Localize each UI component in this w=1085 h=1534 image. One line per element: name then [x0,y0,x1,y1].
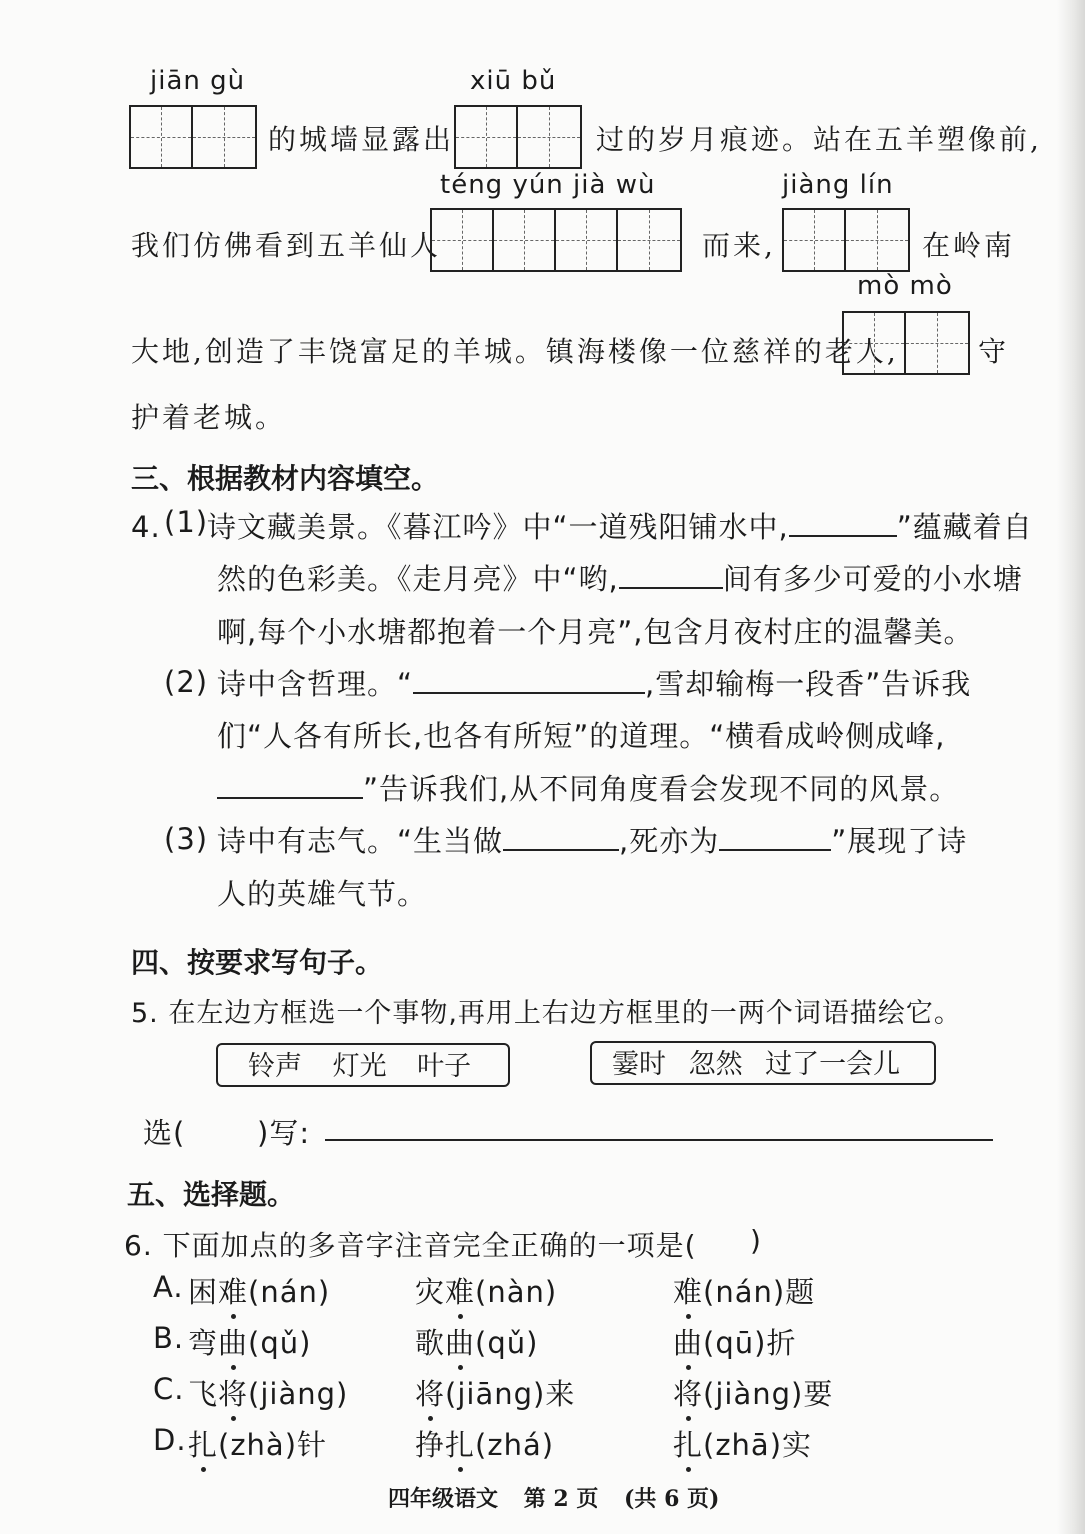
char-boxes-jiangu[interactable] [129,105,257,169]
footer-total: (共 6 页) [624,1486,720,1512]
choose-label: 选( [143,1116,186,1150]
option-item [188,1423,327,1464]
option-pinyin: (jiàng) [248,1377,349,1411]
option-item [415,1270,557,1311]
dotted-char: 扎 [673,1428,704,1462]
sub-question-number: (1) [164,505,209,539]
option-prefix: 挣 [415,1428,446,1462]
option-label[interactable]: D. [153,1423,187,1457]
question-text [217,662,971,703]
char-boxes-xiubu[interactable] [454,105,582,169]
dotted-char: 难 [445,1275,476,1309]
write-label: )写: [257,1116,311,1150]
option-pinyin: (jiàng) [703,1377,804,1411]
pinyin-label: jiàng lín [782,170,894,200]
question-text [217,557,1023,598]
dotted-char: 曲 [218,1326,249,1360]
passage-text: 我们仿佛看到五羊仙人 [131,229,442,262]
option-item [415,1372,575,1413]
question-text-part: 间有多少可爱的小水塘 [722,562,1023,596]
option-pinyin: (jiāng) [445,1377,546,1411]
option-suffix: 折 [766,1326,797,1360]
option-label[interactable]: C. [153,1372,185,1406]
word-box-left: 铃声 灯光 叶子 [216,1043,510,1087]
option-item [673,1321,796,1362]
option-item [673,1372,833,1413]
option-pinyin: (qǔ) [475,1326,539,1360]
question-text [217,819,967,860]
dotted-char: 曲 [445,1326,476,1360]
footer-grade: 四年级语文 [388,1486,499,1512]
question-text [207,505,1033,546]
option-suffix: 要 [803,1377,834,1411]
sub-question-number: (3) [164,822,209,856]
option-item [415,1321,538,1362]
option-label[interactable]: A. [153,1270,184,1304]
option-prefix: 困 [188,1275,219,1309]
dotted-char: 难 [673,1275,704,1309]
option-prefix: 灾 [415,1275,446,1309]
section-heading-5: 五、选择题。 [127,1178,296,1211]
question-text [217,767,959,808]
option-prefix: 飞 [188,1377,219,1411]
fill-blank[interactable] [503,820,619,851]
option-prefix: 歌 [415,1326,446,1360]
passage-text: 而来, [702,229,776,262]
question-text: 5. 在左边方框选一个事物,再用上右边方框里的一两个词语描绘它。 [131,998,962,1029]
dotted-char: 扎 [188,1428,219,1462]
passage-text: 过的岁月痕迹。站在五羊塑像前, [596,123,1042,156]
fill-blank[interactable] [619,558,723,589]
option-suffix: 题 [785,1275,816,1309]
page-edge-shadow [1057,0,1085,1534]
footer-page: 第 2 页 [523,1486,599,1512]
pinyin-label: xiū bǔ [470,66,557,96]
passage-text: 在岭南 [922,229,1016,262]
char-boxes-momo[interactable] [842,311,970,375]
fill-blank[interactable] [719,820,831,851]
option-pinyin: (zhá) [475,1428,555,1462]
option-pinyin: (qū) [703,1326,767,1360]
question-text-part: ”展现了诗 [831,824,968,858]
char-boxes-jianglin[interactable] [782,208,910,272]
question-number: 4. [131,510,161,544]
dotted-char: 将 [415,1377,446,1411]
question-text: ) [750,1224,762,1257]
option-pinyin: (zhā) [703,1428,783,1462]
option-item [188,1270,330,1311]
option-pinyin: (nàn) [475,1275,558,1309]
question-text-part: 然的色彩美。《走月亮》中“哟, [217,562,619,596]
fill-blank[interactable] [789,506,897,537]
footer [388,1482,719,1513]
option-label[interactable]: B. [153,1321,185,1355]
option-prefix: 弯 [188,1326,219,1360]
question-text-part: 诗文藏美景。《暮江吟》中“一道残阳铺水中, [207,510,789,544]
option-pinyin: (nán) [703,1275,786,1309]
question-text-part: ,死亦为 [619,824,720,858]
section-heading-3: 三、根据教材内容填空。 [131,462,440,495]
fill-blank[interactable] [413,663,645,694]
dotted-char: 将 [218,1377,249,1411]
option-pinyin: (qǔ) [248,1326,312,1360]
pinyin-label: jiān gù [150,66,246,96]
option-item [188,1372,348,1413]
option-suffix: 实 [782,1428,813,1462]
question-text: 啊,每个小水塘都抱着一个月亮”,包含月夜村庄的温馨美。 [217,615,974,649]
dotted-char: 曲 [673,1326,704,1360]
answer-slot[interactable] [672,1255,742,1256]
question-text-part: 诗中含哲理。“ [217,667,414,701]
question-text-part: ,雪却输梅一段香”告诉我 [645,667,972,701]
fill-blank[interactable] [217,768,363,799]
question-text: 6. 下面加点的多音字注音完全正确的一项是( [124,1229,697,1262]
pinyin-label: mò mò [857,271,953,301]
answer-line[interactable] [325,1139,993,1141]
dotted-char: 难 [218,1275,249,1309]
passage-text: 的城墙显露出 [268,123,455,156]
option-item [188,1321,311,1362]
passage-text: 大地,创造了丰饶富足的羊城。镇海楼像一位慈祥的老人, [131,335,899,368]
dotted-char: 扎 [445,1428,476,1462]
option-item [415,1423,554,1464]
passage-text: 守 [978,335,1010,368]
question-text-part: 诗中有志气。“生当做 [217,824,504,858]
option-pinyin: (zhà) [218,1428,298,1462]
question-text: 人的英雄气节。 [217,877,428,911]
passage-text: 护着老城。 [131,401,287,434]
question-text-part: ”蕴藏着自 [896,510,1033,544]
question-text-part: ”告诉我们,从不同角度看会发现不同的风景。 [363,772,960,806]
char-boxes-tengyunjiawu[interactable] [430,208,682,272]
sub-question-number: (2) [164,665,209,699]
pinyin-label: téng yún jià wù [440,170,656,200]
option-item [673,1423,812,1464]
option-item [673,1270,815,1311]
option-suffix: 针 [297,1428,328,1462]
option-pinyin: (nán) [248,1275,331,1309]
section-heading-4: 四、按要求写句子。 [131,946,384,979]
dotted-char: 将 [673,1377,704,1411]
word-box-right: 霎时 忽然 过了一会儿 [590,1041,936,1085]
question-text: 们“人各有所长,也各有所短”的道理。“横看成岭侧成峰, [217,719,946,753]
option-suffix: 来 [545,1377,576,1411]
